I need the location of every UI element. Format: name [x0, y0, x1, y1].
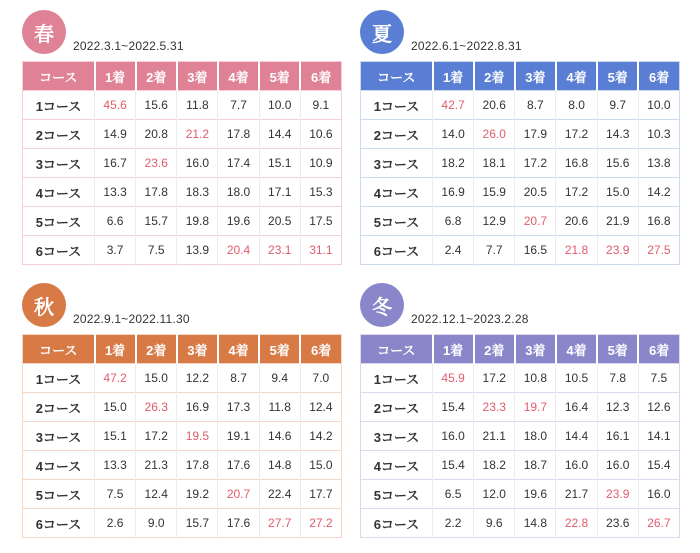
table-row	[361, 422, 680, 451]
stat-cell: 13.8	[638, 149, 679, 178]
stat-cell: 18.3	[177, 178, 218, 207]
stat-cell: 17.2	[474, 364, 515, 393]
stat-cell: 18.2	[433, 149, 474, 178]
stat-cell: 21.1	[474, 422, 515, 451]
stat-cell: 8.0	[556, 91, 597, 120]
stat-cell: 17.2	[136, 422, 177, 451]
stat-cell: 16.4	[556, 393, 597, 422]
stat-cell: 42.7	[433, 91, 474, 120]
stat-cell: 12.0	[474, 480, 515, 509]
table-row	[361, 149, 680, 178]
stat-cell: 15.1	[95, 422, 136, 451]
column-header: 4着	[218, 62, 259, 91]
column-header: 3着	[177, 62, 218, 91]
column-header: 1着	[95, 62, 136, 91]
stat-cell: 16.9	[433, 178, 474, 207]
stat-cell: 14.1	[638, 422, 679, 451]
stat-cell: 10.3	[638, 120, 679, 149]
stat-cell: 18.1	[474, 149, 515, 178]
stat-cell: 13.3	[95, 178, 136, 207]
stat-cell: 15.1	[259, 149, 300, 178]
stat-cell: 14.9	[95, 120, 136, 149]
column-header: コース	[23, 62, 95, 91]
stat-cell: 17.5	[300, 207, 341, 236]
column-header: 6着	[638, 62, 679, 91]
column-header: 5着	[597, 335, 638, 364]
column-header: 1着	[95, 335, 136, 364]
stat-cell: 7.8	[597, 364, 638, 393]
stat-cell: 27.5	[638, 236, 679, 265]
stat-cell: 19.7	[515, 393, 556, 422]
stat-cell: 22.8	[556, 509, 597, 538]
column-header: 2着	[474, 62, 515, 91]
table-header-row	[23, 335, 342, 364]
stat-cell: 19.1	[218, 422, 259, 451]
stat-cell: 23.9	[597, 480, 638, 509]
table-row	[23, 149, 342, 178]
course-label: 1コース	[361, 91, 433, 120]
season-section-1	[22, 8, 342, 265]
stat-cell: 15.7	[177, 509, 218, 538]
stat-cell: 23.6	[136, 149, 177, 178]
course-label: 3コース	[361, 149, 433, 178]
stat-cell: 23.6	[597, 509, 638, 538]
stat-cell: 19.2	[177, 480, 218, 509]
stat-cell: 23.1	[259, 236, 300, 265]
stat-cell: 10.6	[300, 120, 341, 149]
column-header: コース	[361, 62, 433, 91]
season-header	[360, 8, 680, 54]
stat-cell: 17.6	[218, 509, 259, 538]
stat-cell: 27.7	[259, 509, 300, 538]
period-label: 2022.6.1~2022.8.31	[411, 39, 522, 53]
stat-cell: 9.1	[300, 91, 341, 120]
stat-cell: 9.0	[136, 509, 177, 538]
stat-cell: 15.0	[300, 451, 341, 480]
table-row	[361, 236, 680, 265]
course-label: 3コース	[361, 422, 433, 451]
column-header: 4着	[218, 335, 259, 364]
course-label: 6コース	[361, 236, 433, 265]
season-section-2	[360, 8, 680, 265]
course-label: 4コース	[361, 451, 433, 480]
stat-cell: 9.6	[474, 509, 515, 538]
column-header: 5着	[259, 62, 300, 91]
season-stats-table	[22, 61, 342, 265]
stat-cell: 18.0	[515, 422, 556, 451]
season-stats-table	[360, 61, 680, 265]
stat-cell: 7.5	[136, 236, 177, 265]
course-label: 4コース	[361, 178, 433, 207]
stat-cell: 15.4	[433, 451, 474, 480]
course-label: 4コース	[23, 451, 95, 480]
stat-cell: 16.0	[433, 422, 474, 451]
column-header: 3着	[515, 335, 556, 364]
course-label: 6コース	[361, 509, 433, 538]
stat-cell: 17.9	[515, 120, 556, 149]
stat-cell: 16.9	[177, 393, 218, 422]
course-label: 2コース	[361, 120, 433, 149]
table-row	[23, 393, 342, 422]
stat-cell: 15.9	[474, 178, 515, 207]
stat-cell: 6.8	[433, 207, 474, 236]
course-label: 1コース	[361, 364, 433, 393]
table-row	[361, 120, 680, 149]
table-row	[23, 91, 342, 120]
stat-cell: 17.1	[259, 178, 300, 207]
table-header-row	[361, 62, 680, 91]
stat-cell: 2.6	[95, 509, 136, 538]
stat-cell: 21.8	[556, 236, 597, 265]
stat-cell: 17.4	[218, 149, 259, 178]
table-row	[23, 207, 342, 236]
stat-cell: 17.3	[218, 393, 259, 422]
stat-cell: 16.8	[556, 149, 597, 178]
stat-cell: 20.6	[474, 91, 515, 120]
stat-cell: 14.2	[638, 178, 679, 207]
season-badge: 夏	[360, 10, 404, 54]
column-header: 4着	[556, 62, 597, 91]
table-row	[361, 178, 680, 207]
stat-cell: 26.3	[136, 393, 177, 422]
stat-cell: 16.0	[597, 451, 638, 480]
table-row	[361, 207, 680, 236]
stat-cell: 3.7	[95, 236, 136, 265]
table-row	[23, 451, 342, 480]
season-section-3	[22, 281, 342, 538]
stat-cell: 7.5	[638, 364, 679, 393]
stat-cell: 12.2	[177, 364, 218, 393]
course-label: 5コース	[361, 207, 433, 236]
column-header: 6着	[300, 62, 341, 91]
course-label: 1コース	[23, 91, 95, 120]
stat-cell: 7.7	[474, 236, 515, 265]
stat-cell: 7.0	[300, 364, 341, 393]
season-badge: 秋	[22, 283, 66, 327]
stat-cell: 10.8	[515, 364, 556, 393]
stat-cell: 12.3	[597, 393, 638, 422]
stat-cell: 14.8	[515, 509, 556, 538]
stat-cell: 19.6	[218, 207, 259, 236]
stat-cell: 21.7	[556, 480, 597, 509]
course-label: 1コース	[23, 364, 95, 393]
stat-cell: 10.5	[556, 364, 597, 393]
stat-cell: 17.2	[556, 120, 597, 149]
stat-cell: 21.9	[597, 207, 638, 236]
stat-cell: 17.2	[515, 149, 556, 178]
stat-cell: 10.9	[300, 149, 341, 178]
stat-cell: 17.2	[556, 178, 597, 207]
period-label: 2022.12.1~2023.2.28	[411, 312, 529, 326]
table-row	[23, 422, 342, 451]
stat-cell: 20.5	[515, 178, 556, 207]
stat-cell: 26.7	[638, 509, 679, 538]
season-stats-table	[22, 334, 342, 538]
season-section-4	[360, 281, 680, 538]
column-header: 2着	[474, 335, 515, 364]
course-label: 6コース	[23, 236, 95, 265]
stat-cell: 18.7	[515, 451, 556, 480]
season-header	[360, 281, 680, 327]
column-header: コース	[23, 335, 95, 364]
course-label: 4コース	[23, 178, 95, 207]
column-header: 3着	[515, 62, 556, 91]
stat-cell: 11.8	[177, 91, 218, 120]
stat-cell: 7.5	[95, 480, 136, 509]
table-row	[361, 451, 680, 480]
stat-cell: 12.6	[638, 393, 679, 422]
column-header: 6着	[300, 335, 341, 364]
stat-cell: 20.4	[218, 236, 259, 265]
stat-cell: 20.7	[515, 207, 556, 236]
course-label: 2コース	[23, 120, 95, 149]
stat-cell: 15.0	[136, 364, 177, 393]
stat-cell: 15.4	[638, 451, 679, 480]
table-row	[23, 480, 342, 509]
course-label: 2コース	[361, 393, 433, 422]
stat-cell: 14.8	[259, 451, 300, 480]
stat-cell: 15.0	[95, 393, 136, 422]
stat-cell: 15.6	[136, 91, 177, 120]
column-header: 6着	[638, 335, 679, 364]
stat-cell: 18.2	[474, 451, 515, 480]
stat-cell: 27.2	[300, 509, 341, 538]
season-badge: 冬	[360, 283, 404, 327]
stat-cell: 20.7	[218, 480, 259, 509]
column-header: 5着	[259, 335, 300, 364]
stat-cell: 16.1	[597, 422, 638, 451]
table-row	[23, 509, 342, 538]
stat-cell: 18.0	[218, 178, 259, 207]
column-header: コース	[361, 335, 433, 364]
stat-cell: 15.4	[433, 393, 474, 422]
stat-cell: 13.3	[95, 451, 136, 480]
stat-cell: 17.8	[218, 120, 259, 149]
stat-cell: 21.2	[177, 120, 218, 149]
season-badge: 春	[22, 10, 66, 54]
table-row	[23, 120, 342, 149]
course-label: 5コース	[23, 207, 95, 236]
table-row	[361, 364, 680, 393]
stat-cell: 16.8	[638, 207, 679, 236]
course-label: 3コース	[23, 149, 95, 178]
stat-cell: 7.7	[218, 91, 259, 120]
table-row	[23, 364, 342, 393]
stat-cell: 26.0	[474, 120, 515, 149]
course-label: 2コース	[23, 393, 95, 422]
stat-cell: 2.4	[433, 236, 474, 265]
stat-cell: 23.3	[474, 393, 515, 422]
stat-cell: 15.0	[597, 178, 638, 207]
stat-cell: 9.7	[597, 91, 638, 120]
table-row	[23, 178, 342, 207]
column-header: 1着	[433, 62, 474, 91]
stat-cell: 14.6	[259, 422, 300, 451]
stat-cell: 11.8	[259, 393, 300, 422]
stat-cell: 19.6	[515, 480, 556, 509]
stat-cell: 14.4	[556, 422, 597, 451]
stat-cell: 17.8	[177, 451, 218, 480]
stat-cell: 8.7	[515, 91, 556, 120]
table-row	[361, 509, 680, 538]
season-header	[22, 281, 342, 327]
stat-cell: 15.6	[597, 149, 638, 178]
stat-cell: 6.6	[95, 207, 136, 236]
season-header	[22, 8, 342, 54]
period-label: 2022.3.1~2022.5.31	[73, 39, 184, 53]
stat-cell: 10.0	[638, 91, 679, 120]
stat-cell: 8.7	[218, 364, 259, 393]
course-label: 6コース	[23, 509, 95, 538]
stat-cell: 14.3	[597, 120, 638, 149]
column-header: 1着	[433, 335, 474, 364]
stat-cell: 12.4	[136, 480, 177, 509]
table-row	[361, 393, 680, 422]
season-stats-table	[360, 334, 680, 538]
stat-cell: 19.5	[177, 422, 218, 451]
stat-cell: 47.2	[95, 364, 136, 393]
column-header: 2着	[136, 62, 177, 91]
stat-cell: 16.7	[95, 149, 136, 178]
stat-cell: 12.4	[300, 393, 341, 422]
stat-cell: 16.0	[177, 149, 218, 178]
stat-cell: 17.6	[218, 451, 259, 480]
stat-cell: 17.8	[136, 178, 177, 207]
period-label: 2022.9.1~2022.11.30	[73, 312, 190, 326]
stat-cell: 12.9	[474, 207, 515, 236]
stat-cell: 19.8	[177, 207, 218, 236]
stat-cell: 9.4	[259, 364, 300, 393]
table-header-row	[23, 62, 342, 91]
stat-cell: 2.2	[433, 509, 474, 538]
stat-cell: 31.1	[300, 236, 341, 265]
column-header: 4着	[556, 335, 597, 364]
column-header: 3着	[177, 335, 218, 364]
stat-cell: 16.0	[638, 480, 679, 509]
table-row	[23, 236, 342, 265]
stat-cell: 45.9	[433, 364, 474, 393]
column-header: 5着	[597, 62, 638, 91]
course-label: 5コース	[361, 480, 433, 509]
stat-cell: 20.5	[259, 207, 300, 236]
stat-cell: 45.6	[95, 91, 136, 120]
stat-cell: 15.7	[136, 207, 177, 236]
stat-cell: 13.9	[177, 236, 218, 265]
stat-cell: 20.6	[556, 207, 597, 236]
column-header: 2着	[136, 335, 177, 364]
stat-cell: 14.0	[433, 120, 474, 149]
stat-cell: 16.5	[515, 236, 556, 265]
stat-cell: 15.3	[300, 178, 341, 207]
stat-cell: 14.4	[259, 120, 300, 149]
stat-cell: 20.8	[136, 120, 177, 149]
stat-cell: 6.5	[433, 480, 474, 509]
stat-cell: 14.2	[300, 422, 341, 451]
stat-cell: 23.9	[597, 236, 638, 265]
stat-cell: 16.0	[556, 451, 597, 480]
stat-cell: 17.7	[300, 480, 341, 509]
table-header-row	[361, 335, 680, 364]
table-row	[361, 480, 680, 509]
stat-cell: 21.3	[136, 451, 177, 480]
table-row	[361, 91, 680, 120]
stat-cell: 10.0	[259, 91, 300, 120]
course-label: 5コース	[23, 480, 95, 509]
stat-cell: 22.4	[259, 480, 300, 509]
course-label: 3コース	[23, 422, 95, 451]
